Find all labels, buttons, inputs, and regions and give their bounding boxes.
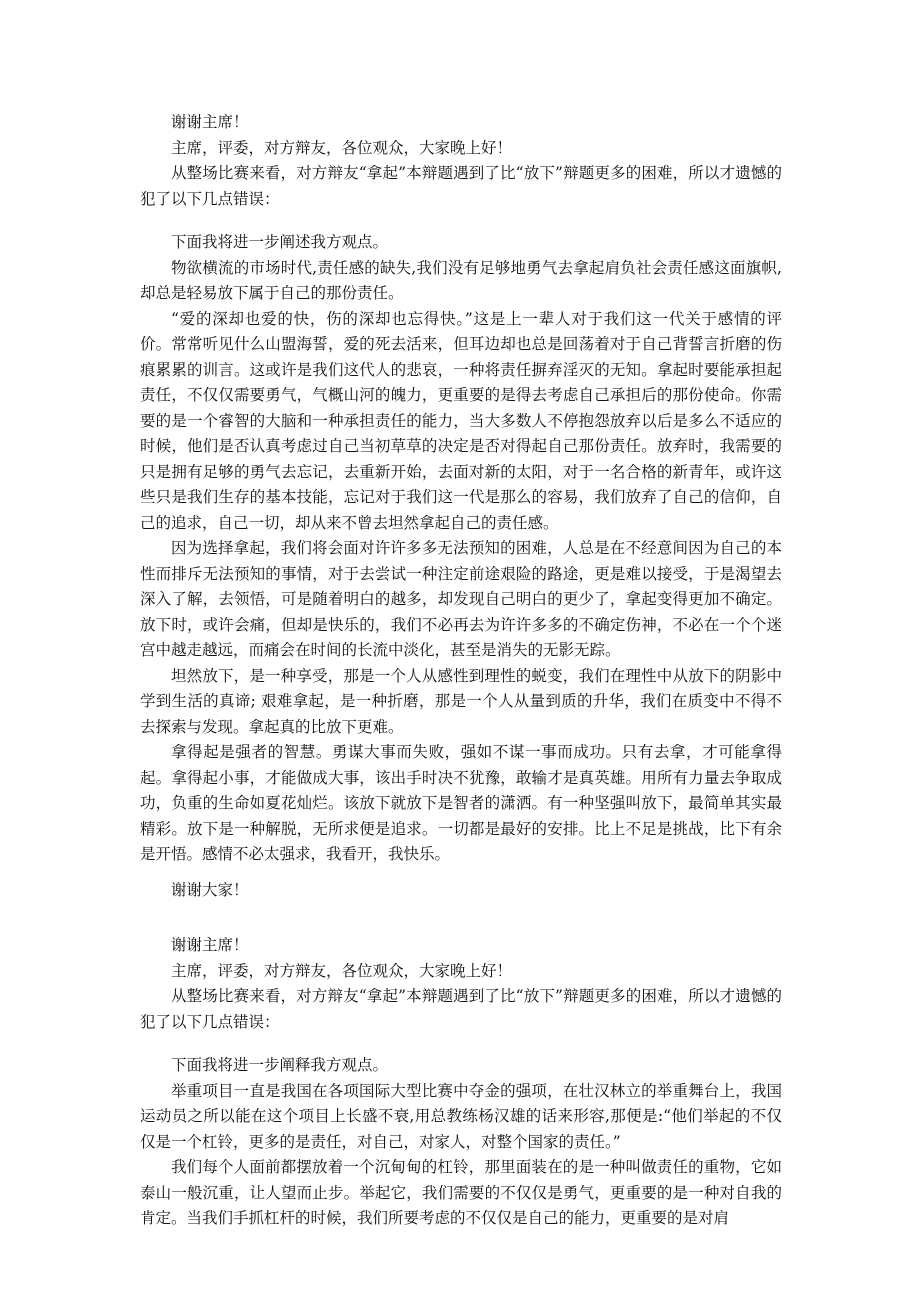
document-page xyxy=(140,110,782,1232)
speech-one xyxy=(140,110,782,903)
body-paragraph: 举重项目一直是我国在各项国际大型比赛中夺金的强项，在壮汉林立的举重舞台上，我国运动员之所以能在这个项目上长盛不衰,用总教练杨汉雄的话来形容,那便是:“他们举起的不仅仅是一个杠铃，更多的是责任，对自己，对家人，对整个国家的责任。” xyxy=(140,1081,782,1151)
body-paragraph: 坦然放下，是一种享受，那是一个人从感性到理性的蜕变，我们在理性中从放下的阴影中学到生活的真谛; 艰难拿起，是一种折磨，那是一个人从量到质的升华，我们在质变中不得不去探索与发现。拿起真的比放下更难。 xyxy=(140,666,782,736)
thanks-chair-text: 谢谢主席！ xyxy=(171,113,249,131)
greeting-text: 主席，评委，对方辩友，各位观众，大家晚上好！ xyxy=(171,961,513,980)
blank-line xyxy=(140,1035,782,1053)
body-paragraph: 我们每个人面前都摆放着一个沉甸甸的杠铃，那里面装在的是一种叫做责任的重物，它如泰山一般沉重，让人望而止步。举起它，我们需要的不仅仅是勇气，更重要的是一种对自我的肯定。当我们手抓杠杆的时候，我们所要考虑的不仅仅是自己的能力，更重要的是对肩 xyxy=(140,1158,782,1227)
transition-text: 下面我将进一步阐释我方观点。 xyxy=(171,1056,389,1074)
spacer xyxy=(140,868,782,878)
body-paragraph: 因为选择拿起，我们将会面对许许多多无法预知的困难，人总是在不经意间因为自己的本性而排斥无法预知的事情，对于去尝试一种注定前途艰险的路途，更是难以接受，于是渴望去深入了解，去领悟，可是随着明白的越多，却发现自己明白的更少了，拿起变得更加不确定。放下时，或许会痛，但却是快乐的，我们不必再去为许许多多的不确定伤神，不必在一个个迷宫中越走越远，而痛会在时间的长流中淡化，甚至是消失的无影无踪。 xyxy=(140,539,782,659)
closing-text: 谢谢大家！ xyxy=(171,880,249,899)
intro-paragraph: 从整场比赛来看，对方辩友“拿起”本辩题遇到了比“放下”辩题更多的困难，所以才遗憾的犯了以下几点错误： xyxy=(140,987,782,1031)
body-paragraph: “爱的深却也爱的快，伤的深却也忘得快。”这是上一辈人对于我们这一代关于感情的评价。常常听见什么山盟海誓，爱的死去活来，但耳边却也总是回荡着对于自己背誓言折磨的伤痕累累的训言。这或许是我们这代人的悲哀，一种将责任摒弃淫灭的无知。拿起时要能承担起责任，不仅仅需要勇气，气概山河的魄力，更重要的是得去考虑自己承担后的那份使命。你需要的是一个睿智的大脑和一种承担责任的能力，当大多数人不停抱怨放弃以后是多么不适应的时候，他们是否认真考虑过自己当初草草的决定是否对得起自己那份责任。放弃时，我需要的只是拥有足够的勇气去忘记，去重新开始，去面对新的太阳，对于一名合格的新青年，或许这些只是我们生存的基本技能，忘记对于我们这一代是那么的容易，我们放弃了自己的信仰，自己的追求，自己一切，却从来不曾去坦然拿起自己的责任感。 xyxy=(140,309,782,532)
body-paragraph: 拿得起是强者的智慧。勇谋大事而失败，强如不谋一事而成功。只有去拿，才可能拿得起。拿得起小事，才能做成大事，该出手时决不犹豫，敢输才是真英雄。用所有力量去争取成功，负重的生命如夏花灿烂。该放下就放下是智者的潇洒。有一种坚强叫放下，最简单其实最精彩。放下是一种解脱，无所求便是追求。一切都是最好的安排。比上不足是挑战，比下有余是开悟。感情不必太强求，我看开，我快乐。 xyxy=(140,743,782,863)
speech-two xyxy=(140,933,782,1232)
section-gap xyxy=(140,903,782,933)
body-paragraph: 物欲横流的市场时代,责任感的缺失,我们没有足够地勇气去拿起肩负社会责任感这面旗帜,却总是轻易放下属于自己的那份责任。 xyxy=(140,258,782,302)
intro-paragraph: 从整场比赛来看，对方辩友“拿起”本辩题遇到了比“放下”辩题更多的困难，所以才遗憾的犯了以下几点错误： xyxy=(140,164,782,208)
blank-line xyxy=(140,212,782,230)
greeting-text: 主席，评委，对方辩友，各位观众，大家晚上好！ xyxy=(171,138,513,157)
thanks-chair-text: 谢谢主席！ xyxy=(171,936,249,954)
transition-text: 下面我将进一步阐述我方观点。 xyxy=(171,233,389,251)
